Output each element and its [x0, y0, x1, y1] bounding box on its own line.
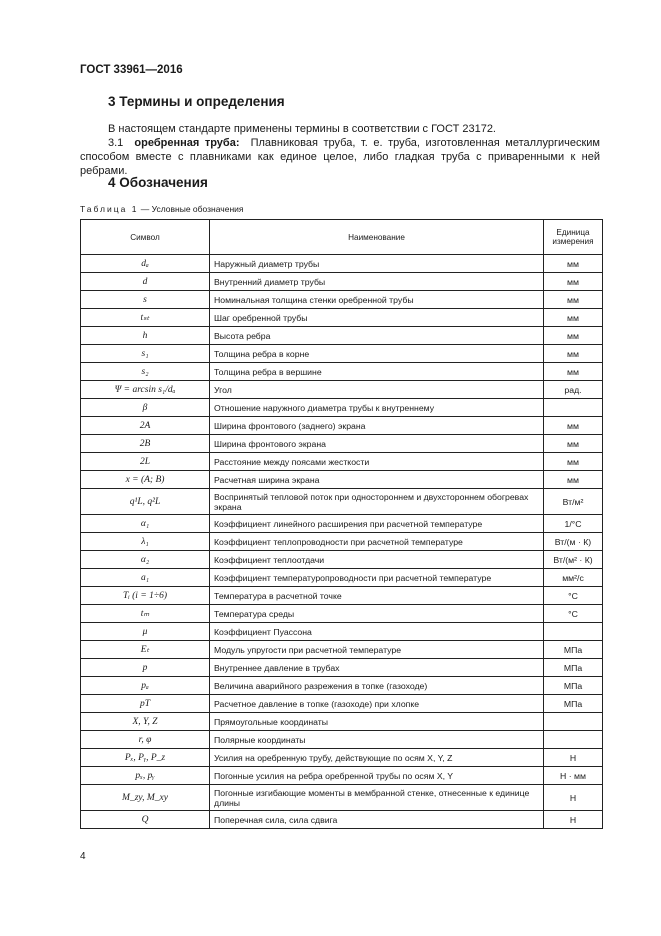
name-cell: Коэффициент теплоотдачи: [210, 551, 544, 569]
symbol-cell: x = (A; B): [81, 471, 210, 489]
unit-cell: МПа: [544, 695, 603, 713]
term-name: оребренная труба:: [134, 137, 240, 149]
name-cell: Прямоугольные координаты: [210, 713, 544, 731]
name-cell: Ширина фронтового (заднего) экрана: [210, 417, 544, 435]
table-row: [81, 641, 603, 659]
name-cell: Расчетная ширина экрана: [210, 471, 544, 489]
symbol-cell: X, Y, Z: [81, 713, 210, 731]
unit-cell: Н: [544, 811, 603, 829]
unit-cell: °С: [544, 587, 603, 605]
unit-cell: мм: [544, 327, 603, 345]
unit-cell: мм: [544, 417, 603, 435]
unit-cell: Н: [544, 749, 603, 767]
name-cell: Шаг оребренной трубы: [210, 309, 544, 327]
symbol-cell: a₁: [81, 569, 210, 587]
section-3-title: 3 Термины и определения: [108, 94, 285, 109]
header-unit: Единица измерения: [544, 220, 603, 255]
unit-cell: [544, 713, 603, 731]
term-definition: Плавниковая труба, т. е. труба, изготовленная металлургическим способом вместе с плавниками как единое целое, либо гладкая труба с приваренными к ней ребрами.: [80, 137, 600, 177]
unit-cell: мм: [544, 435, 603, 453]
name-cell: Модуль упругости при расчетной температуре: [210, 641, 544, 659]
table-row: [81, 291, 603, 309]
table-row: [81, 587, 603, 605]
table-caption-text: — Условные обозначения: [140, 204, 244, 214]
symbol-cell: pₐ: [81, 677, 210, 695]
header-name: Наименование: [210, 220, 544, 255]
table-row: [81, 345, 603, 363]
table-row: [81, 533, 603, 551]
name-cell: Расчетное давление в топке (газоходе) при хлопке: [210, 695, 544, 713]
table-row: [81, 489, 603, 515]
symbols-table: [80, 219, 603, 829]
table-row: [81, 811, 603, 829]
unit-cell: °С: [544, 605, 603, 623]
term-3-1: [80, 136, 600, 178]
header-symbol: Символ: [81, 220, 210, 255]
table-row: [81, 551, 603, 569]
name-cell: Усилия на оребренную трубу, действующие по осям X, Y, Z: [210, 749, 544, 767]
term-number: 3.1: [108, 137, 124, 149]
symbol-cell: pₓ, pᵧ: [81, 767, 210, 785]
name-cell: Толщина ребра в вершине: [210, 363, 544, 381]
symbol-cell: λ₁: [81, 533, 210, 551]
table-row: [81, 453, 603, 471]
name-cell: Температура в расчетной точке: [210, 587, 544, 605]
table-row: [81, 785, 603, 811]
name-cell: Номинальная толщина стенки оребренной трубы: [210, 291, 544, 309]
unit-cell: мм: [544, 363, 603, 381]
table-row: [81, 255, 603, 273]
unit-cell: [544, 731, 603, 749]
symbol-cell: tₛₜ: [81, 309, 210, 327]
name-cell: Температура среды: [210, 605, 544, 623]
page-number: 4: [80, 851, 86, 862]
name-cell: Толщина ребра в корне: [210, 345, 544, 363]
unit-cell: Вт/(м · К): [544, 533, 603, 551]
symbol-cell: q¹L, q²L: [81, 489, 210, 515]
name-cell: Коэффициент температуропроводности при расчетной температуре: [210, 569, 544, 587]
symbol-cell: α₂: [81, 551, 210, 569]
unit-cell: МПа: [544, 659, 603, 677]
document-header: ГОСТ 33961—2016: [80, 64, 183, 76]
unit-cell: Вт/(м² · К): [544, 551, 603, 569]
table-row: [81, 399, 603, 417]
name-cell: Погонные изгибающие моменты в мембранной стенке, отнесенные к единице длины: [210, 785, 544, 811]
unit-cell: МПа: [544, 677, 603, 695]
symbol-cell: 2L: [81, 453, 210, 471]
name-cell: Коэффициент Пуассона: [210, 623, 544, 641]
table-header-row: [81, 220, 603, 255]
name-cell: Величина аварийного разрежения в топке (газоходе): [210, 677, 544, 695]
unit-cell: МПа: [544, 641, 603, 659]
name-cell: Коэффициент теплопроводности при расчетной температуре: [210, 533, 544, 551]
section-3-intro: В настоящем стандарте применены термины в соответствии с ГОСТ 23172.: [108, 123, 496, 135]
table-row: [81, 273, 603, 291]
symbol-cell: α₁: [81, 515, 210, 533]
table-row: [81, 417, 603, 435]
symbol-cell: s₂: [81, 363, 210, 381]
unit-cell: Вт/м²: [544, 489, 603, 515]
table-row: [81, 623, 603, 641]
name-cell: Ширина фронтового экрана: [210, 435, 544, 453]
unit-cell: мм: [544, 453, 603, 471]
unit-cell: 1/°С: [544, 515, 603, 533]
symbol-cell: 2B: [81, 435, 210, 453]
table-caption: [80, 204, 244, 214]
unit-cell: мм²/с: [544, 569, 603, 587]
name-cell: Внутреннее давление в трубах: [210, 659, 544, 677]
unit-cell: [544, 399, 603, 417]
symbol-cell: tₘ: [81, 605, 210, 623]
symbol-cell: Eₜ: [81, 641, 210, 659]
name-cell: Отношение наружного диаметра трубы к внутреннему: [210, 399, 544, 417]
symbol-cell: h: [81, 327, 210, 345]
table-row: [81, 381, 603, 399]
symbol-cell: s: [81, 291, 210, 309]
symbol-cell: s₁: [81, 345, 210, 363]
unit-cell: рад.: [544, 381, 603, 399]
name-cell: Коэффициент линейного расширения при расчетной температуре: [210, 515, 544, 533]
symbol-cell: Tᵢ (i = 1÷6): [81, 587, 210, 605]
unit-cell: мм: [544, 471, 603, 489]
section-4-title: 4 Обозначения: [108, 175, 208, 190]
symbol-cell: Pₓ, Pᵧ, P_z: [81, 749, 210, 767]
unit-cell: мм: [544, 291, 603, 309]
table-row: [81, 327, 603, 345]
name-cell: Погонные усилия на ребра оребренной трубы по осям X, Y: [210, 767, 544, 785]
unit-cell: мм: [544, 345, 603, 363]
unit-cell: мм: [544, 309, 603, 327]
name-cell: Высота ребра: [210, 327, 544, 345]
symbol-cell: 2A: [81, 417, 210, 435]
unit-cell: [544, 623, 603, 641]
table-row: [81, 659, 603, 677]
symbol-cell: d: [81, 273, 210, 291]
symbol-cell: Q: [81, 811, 210, 829]
table-row: [81, 363, 603, 381]
symbol-cell: r, φ: [81, 731, 210, 749]
name-cell: Полярные координаты: [210, 731, 544, 749]
unit-cell: мм: [544, 255, 603, 273]
name-cell: Воспринятый тепловой поток при одностороннем и двухстороннем обогревах экрана: [210, 489, 544, 515]
name-cell: Расстояние между поясами жесткости: [210, 453, 544, 471]
symbol-cell: pT: [81, 695, 210, 713]
symbol-cell: μ: [81, 623, 210, 641]
table-row: [81, 515, 603, 533]
unit-cell: мм: [544, 273, 603, 291]
table-row: [81, 677, 603, 695]
unit-cell: Н: [544, 785, 603, 811]
table-row: [81, 695, 603, 713]
table-row: [81, 731, 603, 749]
name-cell: Поперечная сила, сила сдвига: [210, 811, 544, 829]
table-label: Таблица 1: [80, 204, 139, 214]
symbol-cell: M_zy, M_xy: [81, 785, 210, 811]
table-row: [81, 605, 603, 623]
table-row: [81, 767, 603, 785]
unit-cell: Н · мм: [544, 767, 603, 785]
table-row: [81, 749, 603, 767]
name-cell: Наружный диаметр трубы: [210, 255, 544, 273]
table-row: [81, 569, 603, 587]
table-row: [81, 713, 603, 731]
symbol-cell: p: [81, 659, 210, 677]
symbol-cell: β: [81, 399, 210, 417]
table-row: [81, 309, 603, 327]
name-cell: Угол: [210, 381, 544, 399]
symbol-cell: Ψ = arcsin s₁/dₐ: [81, 381, 210, 399]
table-row: [81, 435, 603, 453]
symbol-cell: dₐ: [81, 255, 210, 273]
table-row: [81, 471, 603, 489]
name-cell: Внутренний диаметр трубы: [210, 273, 544, 291]
